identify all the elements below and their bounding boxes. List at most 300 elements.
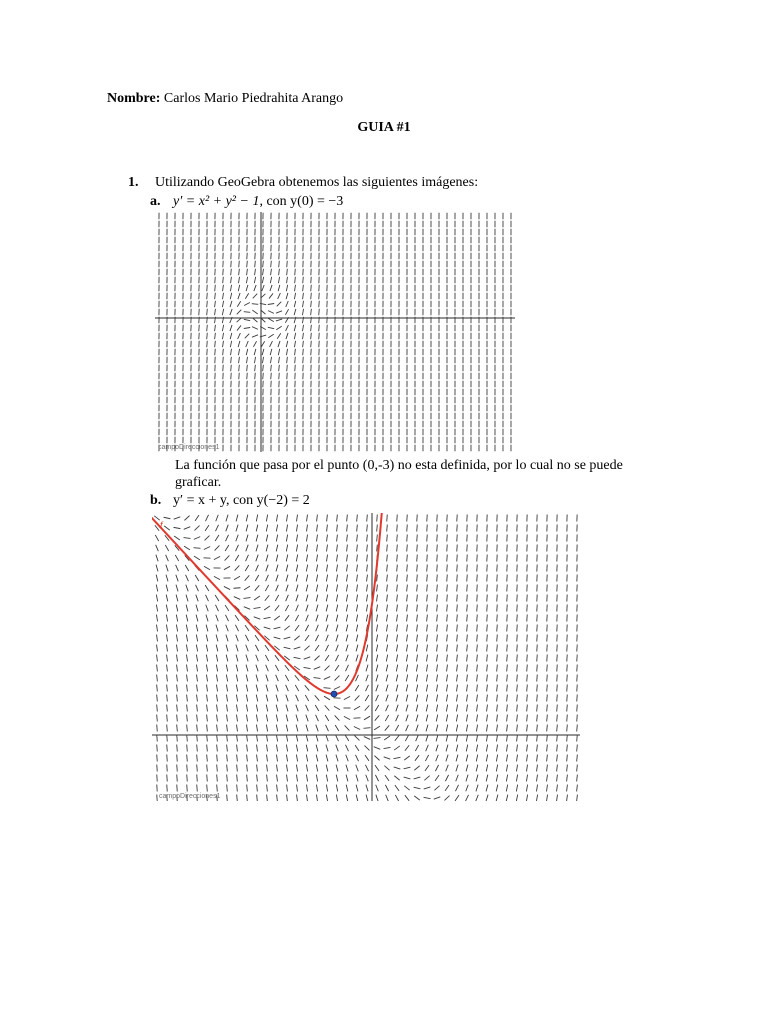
- slope-segment: [367, 595, 368, 602]
- slope-segment: [567, 685, 568, 692]
- slope-segment: [156, 565, 158, 572]
- slope-segment: [396, 675, 398, 682]
- slope-segment: [247, 269, 248, 275]
- slope-segment: [517, 625, 518, 632]
- slope-segment: [276, 705, 278, 712]
- slope-segment: [567, 795, 568, 801]
- slope-segment: [206, 615, 208, 622]
- slope-segment: [197, 685, 198, 692]
- slope-segment: [437, 605, 438, 612]
- slope-segment: [245, 334, 250, 339]
- slope-segment: [207, 293, 208, 299]
- slope-segment: [237, 301, 240, 307]
- slope-segment: [457, 625, 458, 632]
- slope-segment: [197, 785, 198, 792]
- slope-segment: [239, 261, 240, 267]
- slope-segment: [257, 765, 258, 772]
- slope-segment: [486, 775, 488, 782]
- slope-segment: [303, 349, 304, 355]
- slope-segment: [355, 685, 359, 691]
- slope-segment: [234, 576, 240, 580]
- slope-segment: [223, 269, 224, 275]
- slope-segment: [347, 555, 348, 562]
- slope-segment: [467, 585, 468, 592]
- slope-segment: [256, 715, 257, 722]
- slope-segment: [437, 545, 438, 552]
- slope-segment: [247, 357, 248, 363]
- slope-segment: [215, 595, 219, 601]
- slope-segment: [386, 685, 388, 692]
- slope-segment: [246, 535, 248, 542]
- slope-segment: [230, 309, 232, 315]
- slope-segment: [287, 269, 288, 275]
- slope-segment: [167, 765, 168, 772]
- slope-segment: [266, 565, 268, 572]
- slope-segment: [286, 325, 289, 331]
- slope-segment: [256, 555, 258, 562]
- slope-segment: [186, 635, 187, 642]
- slope-segment: [237, 775, 238, 782]
- slope-segment: [346, 605, 347, 612]
- slope-segment: [397, 575, 398, 582]
- slope-segment: [347, 565, 348, 572]
- slope-segment: [517, 735, 518, 742]
- slope-segment: [166, 565, 168, 572]
- slope-segment: [506, 785, 507, 792]
- slope-segment: [366, 605, 367, 612]
- slope-segment: [557, 675, 558, 682]
- slope-segment: [376, 675, 378, 682]
- slope-segment: [223, 357, 224, 363]
- slope-segment: [246, 525, 248, 532]
- slope-segment: [487, 595, 488, 602]
- slope-segment: [187, 665, 188, 672]
- slope-segment: [467, 625, 468, 632]
- slope-segment: [417, 605, 418, 612]
- slope-segment: [287, 261, 288, 267]
- slope-segment: [336, 775, 338, 782]
- slope-segment: [186, 575, 189, 581]
- slope-segment: [265, 585, 268, 591]
- slope-segment: [295, 277, 296, 283]
- slope-segment: [279, 365, 280, 371]
- slope-segment: [177, 685, 178, 692]
- slope-segment: [337, 555, 338, 562]
- slope-segment: [356, 795, 358, 801]
- slope-segment: [527, 725, 528, 732]
- slope-segment: [527, 645, 528, 652]
- slope-segment: [215, 349, 216, 355]
- slope-segment: [256, 535, 258, 542]
- slope-segment: [263, 269, 264, 275]
- slope-segment: [386, 695, 388, 702]
- slope-segment: [287, 365, 288, 371]
- slope-segment: [236, 675, 237, 682]
- slope-segment: [364, 746, 369, 751]
- slope-segment: [246, 675, 248, 682]
- slope-segment: [497, 655, 498, 662]
- slope-segment: [567, 705, 568, 712]
- slope-segment: [547, 705, 548, 712]
- slope-segment: [238, 293, 240, 299]
- slope-segment: [164, 517, 171, 519]
- slope-segment: [207, 775, 208, 782]
- slope-segment: [176, 585, 178, 592]
- slope-segment: [245, 625, 249, 631]
- slope-segment: [157, 765, 158, 772]
- slope-segment: [197, 735, 198, 742]
- slope-segment: [384, 766, 389, 771]
- slope-segment: [476, 765, 478, 772]
- slope-segment: [447, 605, 448, 612]
- slope-segment: [207, 735, 208, 742]
- slope-segment: [336, 735, 339, 741]
- slope-segment: [577, 785, 578, 792]
- field-label-b: campoDirecciones1: [159, 793, 221, 800]
- slope-segment: [303, 301, 304, 307]
- slope-segment: [346, 655, 348, 662]
- plot-b-slope-segments: [154, 515, 577, 802]
- slope-segment: [346, 755, 348, 762]
- slope-segment: [294, 647, 301, 649]
- slope-segment: [276, 585, 279, 591]
- slope-segment: [357, 525, 358, 532]
- slope-segment: [375, 775, 378, 781]
- slope-segment: [186, 605, 188, 612]
- slope-segment: [537, 775, 538, 782]
- slope-segment: [217, 725, 218, 732]
- slope-segment: [205, 525, 209, 531]
- slope-segment: [416, 715, 418, 722]
- slope-segment: [167, 715, 168, 722]
- slope-segment: [426, 665, 427, 672]
- slope-segment: [476, 745, 477, 752]
- slope-segment: [527, 735, 528, 742]
- slope-segment: [252, 327, 258, 330]
- slope-segment: [387, 615, 388, 622]
- slope-segment: [286, 755, 287, 762]
- slope-segment: [467, 665, 468, 672]
- slope-segment: [577, 695, 578, 702]
- slope-segment: [487, 665, 488, 672]
- slope-segment: [426, 715, 428, 722]
- slope-segment: [267, 755, 268, 762]
- slope-segment: [405, 745, 409, 751]
- slope-segment: [417, 545, 418, 552]
- slope-segment: [496, 755, 497, 762]
- slope-segment: [537, 715, 538, 722]
- slope-segment: [407, 635, 408, 642]
- slope-segment: [319, 301, 320, 307]
- slope-segment: [537, 755, 538, 762]
- slope-segment: [266, 715, 267, 722]
- slope-segment: [446, 765, 449, 772]
- slope-segment: [457, 595, 458, 602]
- slope-segment: [386, 635, 387, 642]
- slope-segment: [263, 261, 264, 267]
- slope-segment: [326, 615, 328, 622]
- slope-segment: [425, 765, 429, 771]
- slope-segment: [231, 269, 232, 275]
- slope-segment: [477, 665, 478, 672]
- slope-segment: [427, 645, 428, 652]
- slope-segment: [486, 735, 487, 742]
- slope-segment: [226, 635, 228, 642]
- slope-segment: [385, 715, 388, 721]
- slope-segment: [446, 685, 447, 692]
- slope-segment: [254, 617, 261, 619]
- slope-segment: [387, 575, 388, 582]
- slope-segment: [286, 333, 288, 339]
- slope-segment: [376, 645, 377, 652]
- slope-segment: [316, 755, 318, 762]
- slope-segment: [375, 705, 379, 711]
- slope-segment: [167, 745, 168, 752]
- slope-segment: [266, 745, 267, 752]
- slope-segment: [447, 595, 448, 602]
- slope-segment: [557, 745, 558, 752]
- slope-segment: [156, 555, 158, 562]
- slope-segment: [276, 675, 279, 681]
- slope-segment: [285, 605, 288, 611]
- slope-segment: [394, 757, 401, 758]
- slope-segment: [486, 765, 487, 772]
- slope-segment: [206, 605, 208, 612]
- slope-segment: [227, 735, 228, 742]
- slope-segment: [427, 575, 428, 582]
- slope-segment: [397, 615, 398, 622]
- slope-segment: [437, 595, 438, 602]
- slope-segment: [396, 695, 398, 702]
- slope-segment: [436, 685, 437, 692]
- slope-segment: [397, 565, 398, 572]
- slope-segment: [417, 525, 418, 532]
- slope-segment: [356, 605, 357, 612]
- slope-segment: [236, 635, 239, 642]
- slope-segment: [466, 705, 467, 712]
- slope-segment: [357, 575, 358, 582]
- slope-segment: [457, 655, 458, 662]
- slope-segment: [377, 595, 378, 602]
- slope-segment: [156, 575, 158, 582]
- slope-segment: [437, 635, 438, 642]
- slope-segment: [557, 785, 558, 792]
- slope-segment: [157, 685, 158, 692]
- slope-segment: [303, 293, 304, 299]
- slope-segment: [427, 605, 428, 612]
- slope-segment: [435, 765, 438, 771]
- slope-segment: [427, 525, 428, 532]
- slope-segment: [375, 715, 380, 720]
- slope-segment: [276, 555, 278, 562]
- slope-segment: [167, 685, 168, 692]
- slope-segment: [296, 555, 297, 562]
- slope-segment: [296, 545, 297, 552]
- slope-segment: [394, 776, 399, 781]
- slope-segment: [365, 765, 368, 771]
- slope-segment: [286, 349, 287, 355]
- slope-segment: [226, 525, 228, 532]
- slope-segment: [407, 535, 408, 542]
- slope-segment: [177, 755, 178, 762]
- slope-segment: [456, 725, 457, 732]
- slope-segment: [244, 598, 251, 599]
- slope-segment: [196, 655, 197, 662]
- slope-segment: [317, 535, 318, 542]
- part-a-label: a.: [150, 194, 161, 209]
- slope-segment: [346, 645, 348, 652]
- slope-segment: [436, 695, 437, 702]
- slope-segment: [467, 685, 468, 692]
- slope-segment: [397, 555, 398, 562]
- slope-segment: [177, 675, 178, 682]
- slope-segment: [217, 775, 218, 782]
- slope-segment: [577, 705, 578, 712]
- slope-segment: [186, 645, 187, 652]
- slope-segment: [277, 775, 278, 782]
- slope-segment: [246, 725, 247, 732]
- slope-segment: [387, 555, 388, 562]
- slope-segment: [397, 585, 398, 592]
- slope-segment: [230, 341, 231, 347]
- slope-segment: [166, 635, 167, 642]
- slope-segment: [303, 285, 304, 291]
- slope-segment: [206, 655, 207, 662]
- slope-segment: [477, 585, 478, 592]
- slope-segment: [577, 745, 578, 752]
- slope-segment: [466, 735, 467, 742]
- slope-segment: [279, 261, 280, 267]
- slope-segment: [157, 725, 158, 732]
- slope-segment: [476, 775, 478, 782]
- slope-segment: [416, 725, 418, 732]
- slope-segment: [356, 645, 358, 652]
- slope-segment: [377, 585, 378, 592]
- slope-field-figure-b: [152, 513, 580, 801]
- slope-segment: [230, 301, 232, 307]
- slope-segment: [276, 575, 278, 582]
- slope-segment: [230, 325, 232, 331]
- slope-segment: [306, 605, 308, 612]
- slope-segment: [196, 615, 198, 622]
- slope-segment: [345, 675, 349, 681]
- slope-segment: [244, 586, 250, 590]
- slope-segment: [257, 775, 258, 782]
- slope-segment: [527, 635, 528, 642]
- slope-segment: [387, 515, 388, 522]
- slope-segment: [227, 745, 228, 752]
- slope-segment: [376, 615, 377, 622]
- slope-segment: [517, 715, 518, 722]
- slope-segment: [167, 695, 168, 702]
- slope-segment: [384, 747, 391, 748]
- slope-segment: [287, 795, 288, 801]
- slope-segment: [477, 655, 478, 662]
- slope-segment: [286, 595, 289, 601]
- slope-segment: [222, 301, 223, 307]
- slope-segment: [316, 565, 317, 572]
- slope-segment: [262, 349, 264, 355]
- slope-segment: [457, 635, 458, 642]
- slope-segment: [367, 545, 368, 552]
- slope-segment: [547, 765, 548, 772]
- slope-segment: [314, 678, 321, 679]
- slope-segment: [286, 585, 288, 592]
- slope-segment: [216, 695, 217, 702]
- slope-segment: [294, 301, 295, 307]
- slope-segment: [257, 785, 258, 792]
- slope-segment: [256, 565, 259, 571]
- slope-segment: [226, 705, 227, 712]
- slope-segment: [286, 535, 287, 542]
- slope-segment: [497, 685, 498, 692]
- slope-segment: [337, 525, 338, 532]
- slope-segment: [305, 685, 309, 690]
- slope-segment: [286, 515, 287, 522]
- slope-segment: [437, 645, 438, 652]
- slope-segment: [326, 585, 327, 592]
- slope-segment: [235, 615, 239, 621]
- slope-segment: [297, 515, 298, 522]
- slope-segment: [253, 294, 258, 299]
- slope-segment: [166, 625, 167, 632]
- slope-segment: [311, 325, 312, 331]
- slope-segment: [194, 556, 200, 560]
- slope-segment: [276, 535, 277, 542]
- slope-segment: [226, 535, 229, 541]
- slope-segment: [477, 645, 478, 652]
- slope-segment: [476, 725, 477, 732]
- slope-segment: [268, 318, 274, 321]
- slope-field-plot-b: [152, 513, 580, 801]
- slope-segment: [187, 755, 188, 762]
- slope-segment: [336, 615, 338, 622]
- slope-segment: [324, 677, 330, 680]
- slope-segment: [256, 515, 257, 522]
- slope-segment: [247, 795, 248, 801]
- slope-segment: [286, 293, 288, 299]
- slope-segment: [215, 525, 218, 531]
- slope-segment: [456, 715, 457, 722]
- slope-segment: [527, 765, 528, 772]
- slope-segment: [376, 795, 378, 801]
- name-label: Nombre:: [107, 91, 161, 106]
- slope-segment: [437, 565, 438, 572]
- slope-segment: [286, 555, 288, 562]
- slope-segment: [256, 735, 257, 742]
- slope-segment: [396, 685, 398, 692]
- slope-segment: [355, 755, 358, 761]
- slope-segment: [357, 555, 358, 562]
- slope-segment: [297, 785, 298, 792]
- slope-segment: [507, 705, 508, 712]
- slope-segment: [567, 735, 568, 742]
- slope-segment: [445, 785, 449, 791]
- slope-segment: [286, 301, 289, 307]
- slope-segment: [276, 735, 277, 742]
- slope-segment: [367, 515, 368, 522]
- slope-segment: [227, 795, 228, 801]
- plot-a-slope-segments: [159, 213, 511, 452]
- slope-segment: [271, 365, 272, 371]
- slope-segment: [424, 797, 431, 798]
- slope-segment: [294, 341, 295, 347]
- slope-segment: [222, 333, 223, 339]
- slope-segment: [517, 695, 518, 702]
- slope-segment: [311, 341, 312, 347]
- slope-segment: [414, 777, 421, 779]
- slope-segment: [307, 525, 308, 532]
